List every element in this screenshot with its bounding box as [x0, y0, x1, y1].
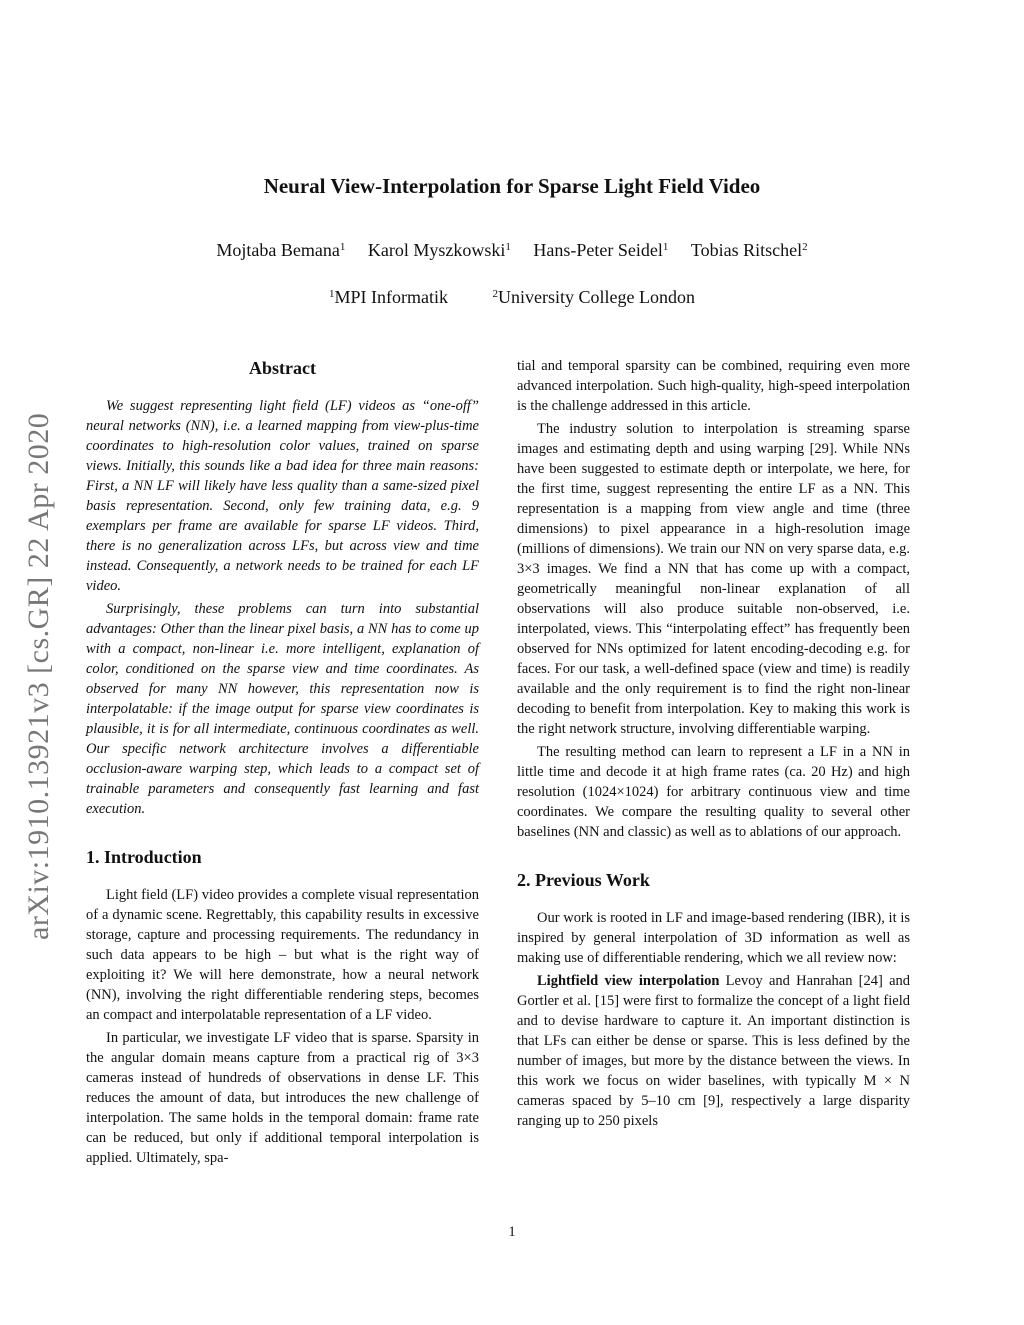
abstract-paragraph: Surprisingly, these problems can turn into substantial advantages: Other than the linear pixel basis, a NN has to come up with a compact, non-linear i.e. more intelligent, explanation of color, conditioned on the sparse view and time coordinates. As observed for many NN however, this representation now is interpolatable: if the image output for sparse view coordinates is plausible, it is for all intermediate, continuous coordinates as well. Our specific network architecture involves a differentiable occlusion-aware warping step, which leads to a compact set of trainable parameters and consequently fast learning and fast execution.: [86, 601, 479, 817]
lightfield-paragraph: [517, 971, 910, 1131]
abstract-paragraph: We suggest representing light field (LF) videos as “one-off” neural networks (NN), i.e. a learned mapping from view-plus-time coordinates to high-resolution color values, trained on sparse views. Initially, this sounds like a bad idea for three main reasons: First, a NN LF will likely have less quality than a same-sized pixel basis representation. Second, only few training data, e.g. 9 exemplars per frame are available for sparse LF videos. Third, there is no generalization across LFs, but across view and time instead. Consequently, a network needs to be trained for each LF video.: [86, 398, 479, 594]
body-paragraph: In particular, we investigate LF video that is sparse. Sparsity in the angular domain means capture from a practical rig of 3×3 cameras instead of hundreds of observations in dense LF. This reduces the amount of data, but introduces the new challenge of interpolation. The same holds in the temporal domain: frame rate can be reduced, but only if additional temporal interpolation is applied. Ultimately, spa-: [86, 1030, 479, 1166]
paragraph-heading: Lightfield view interpolation: [537, 973, 720, 989]
body-paragraph: The industry solution to interpolation is streaming sparse images and estimating depth and using warping [29]. While NNs have been suggested to estimate depth or interpolate, we here, for the first time, suggest representing the entire LF as a NN. This representation is a mapping from view angle and time (three dimensions) to pixel appearance in a high-resolution image (millions of dimensions). We train our NN on very sparse data, e.g. 3×3 images. We find a NN that has come up with a compact, geometrically meaningful non-linear explanation of all observations will also produce suitable non-observed, i.e. interpolated, views. This “interpolating effect” has frequently been observed for NNs optimized for latent encoding-decoding e.g. for faces. For our task, a well-defined space (view and time) is readily available and the only requirement is to find the right non-linear decoding to benefit from interpolation. Key to making this work is the right network structure, involving differentiable warping.: [517, 421, 910, 737]
arxiv-stamp: arXiv:1910.13921v3 [cs.GR] 22 Apr 2020: [22, 412, 55, 940]
body-paragraph: tial and temporal sparsity can be combined, requiring even more advanced interpolation. Such high-quality, high-speed interpolation is the challenge addressed in this article.: [517, 358, 910, 414]
author-name: Mojtaba Bemana$^1$: [216, 240, 346, 260]
paragraph-body: Levoy and Hanrahan [24] and Gortler et al. [15] were first to formalize the concept of a light field and to devise hardware to capture it. An important distinction is that LFs can either be dense or sparse. This is less defined by the number of images, but more by the distance between the views. In this work we focus on wider baselines, with typically M × N cameras spaced by 5–10 cm [9], respectively a large disparity ranging up to 250 pixels: [517, 973, 911, 1129]
affiliation-list: [0, 287, 1024, 308]
paper-title: Neural View-Interpolation for Sparse Light Field Video: [263, 174, 761, 198]
affiliation: $^1$MPI Informatik: [329, 287, 448, 307]
body-paragraph: The resulting method can learn to represent a LF in a NN in little time and decode it at high frame rates (ca. 20 Hz) and high resolution (1024×1024) for arbitrary continuous view and time coordinates. We compare the resulting quality to several other baselines (NN and classic) as well as to ablations of our approach.: [517, 744, 910, 840]
right-column: [517, 356, 910, 1134]
previous-work-heading: 2. Previous Work: [517, 870, 650, 890]
author-list: [0, 240, 1024, 261]
author-name: Karol Myszkowski$^1$: [367, 240, 511, 260]
body-paragraph: Our work is rooted in LF and image-based rendering (IBR), it is inspired by general interpolation of 3D information as well as making use of differentiable rendering, which we all review now:: [517, 910, 910, 966]
author-name: Tobias Ritschel$^2$: [690, 240, 808, 260]
affiliation: $^2$University College London: [492, 287, 695, 307]
author-name: Hans-Peter Seidel$^1$: [533, 240, 669, 260]
abstract-heading: Abstract: [249, 358, 316, 378]
body-paragraph: Light field (LF) video provides a complete visual representation of a dynamic scene. Regrettably, this capability results in excessive storage, capture and processing requirements. The redundancy in such data appears to be high – but what is the right way of exploiting it? We will here demonstrate, how a neural network (NN), involving the right differentiable rendering steps, becomes an compact and interpolatable representation of a LF video.: [86, 887, 479, 1023]
left-column: [86, 356, 479, 1171]
page-number: 1: [508, 1224, 516, 1240]
abstract: [86, 396, 479, 819]
introduction-heading: 1. Introduction: [86, 847, 202, 867]
